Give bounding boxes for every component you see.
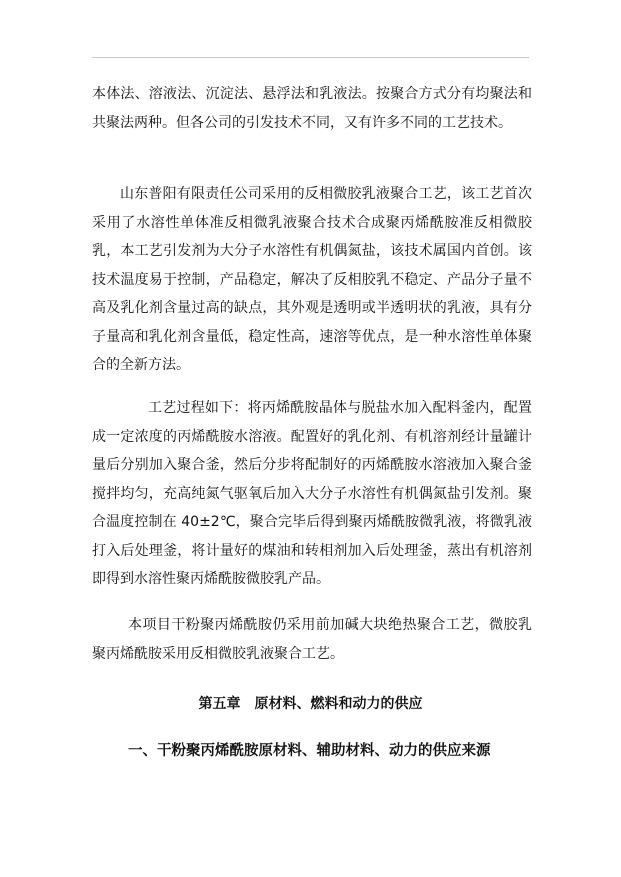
header-rule <box>92 57 529 58</box>
paragraph-process-steps: 工艺过程如下：将丙烯酰胺晶体与脱盐水加入配料釜内，配置成一定浓度的丙烯酰胺水溶液。配置好的乳化剂、有机溶剂经计量罐计量后分别加入聚合釜，然后分步将配制好的丙烯酰胺水溶液加入聚合釜搅拌均匀，充高纯氮气驱氧后加入大分子水溶性有机偶氮盐引发剂。聚合温度控制在 40±2℃，聚合完毕后得到聚丙烯酰胺微乳液，将微乳液打入后处理釜，将计量好的煤油和转相剂加入后处理釜，蒸出有机溶剂即得到水溶性聚丙烯酰胺微胶乳产品。 <box>92 400 532 587</box>
chapter-title: 第五章 原材料、燃料和动力的供应 <box>198 696 423 712</box>
paragraph-project-process: 本项目干粉聚丙烯酰胺仍采用前加碱大块绝热聚合工艺，微胶乳聚丙烯酰胺采用反相微胶乳液聚合工艺。 <box>92 617 532 662</box>
paragraph-shandong-puyang-process: 山东普阳有限责任公司采用的反相微胶乳液聚合工艺，该工艺首次采用了水溶性单体准反相微乳液聚合技术合成聚丙烯酰胺准反相微胶乳，本工艺引发剂为大分子水溶性有机偶氮盐，该技术属国内首创。该技术温度易于控制，产品稳定，解决了反相胶乳不稳定、产品分子量不高及乳化剂含量过高的缺点，其外观是透明或半透明状的乳液，具有分子量高和乳化剂含量低，稳定性高，速溶等优点，是一种水溶性单体聚合的全新方法。 <box>92 186 532 373</box>
paragraph-polymerization-methods: 本体法、溶液法、沉淀法、悬浮法和乳液法。按聚合方式分有均聚法和共聚法两种。但各公司的引发技术不同，又有许多不同的工艺技术。 <box>92 86 532 131</box>
section-title: 一、干粉聚丙烯酰胺原材料、辅助材料、动力的供应来源 <box>128 743 491 759</box>
